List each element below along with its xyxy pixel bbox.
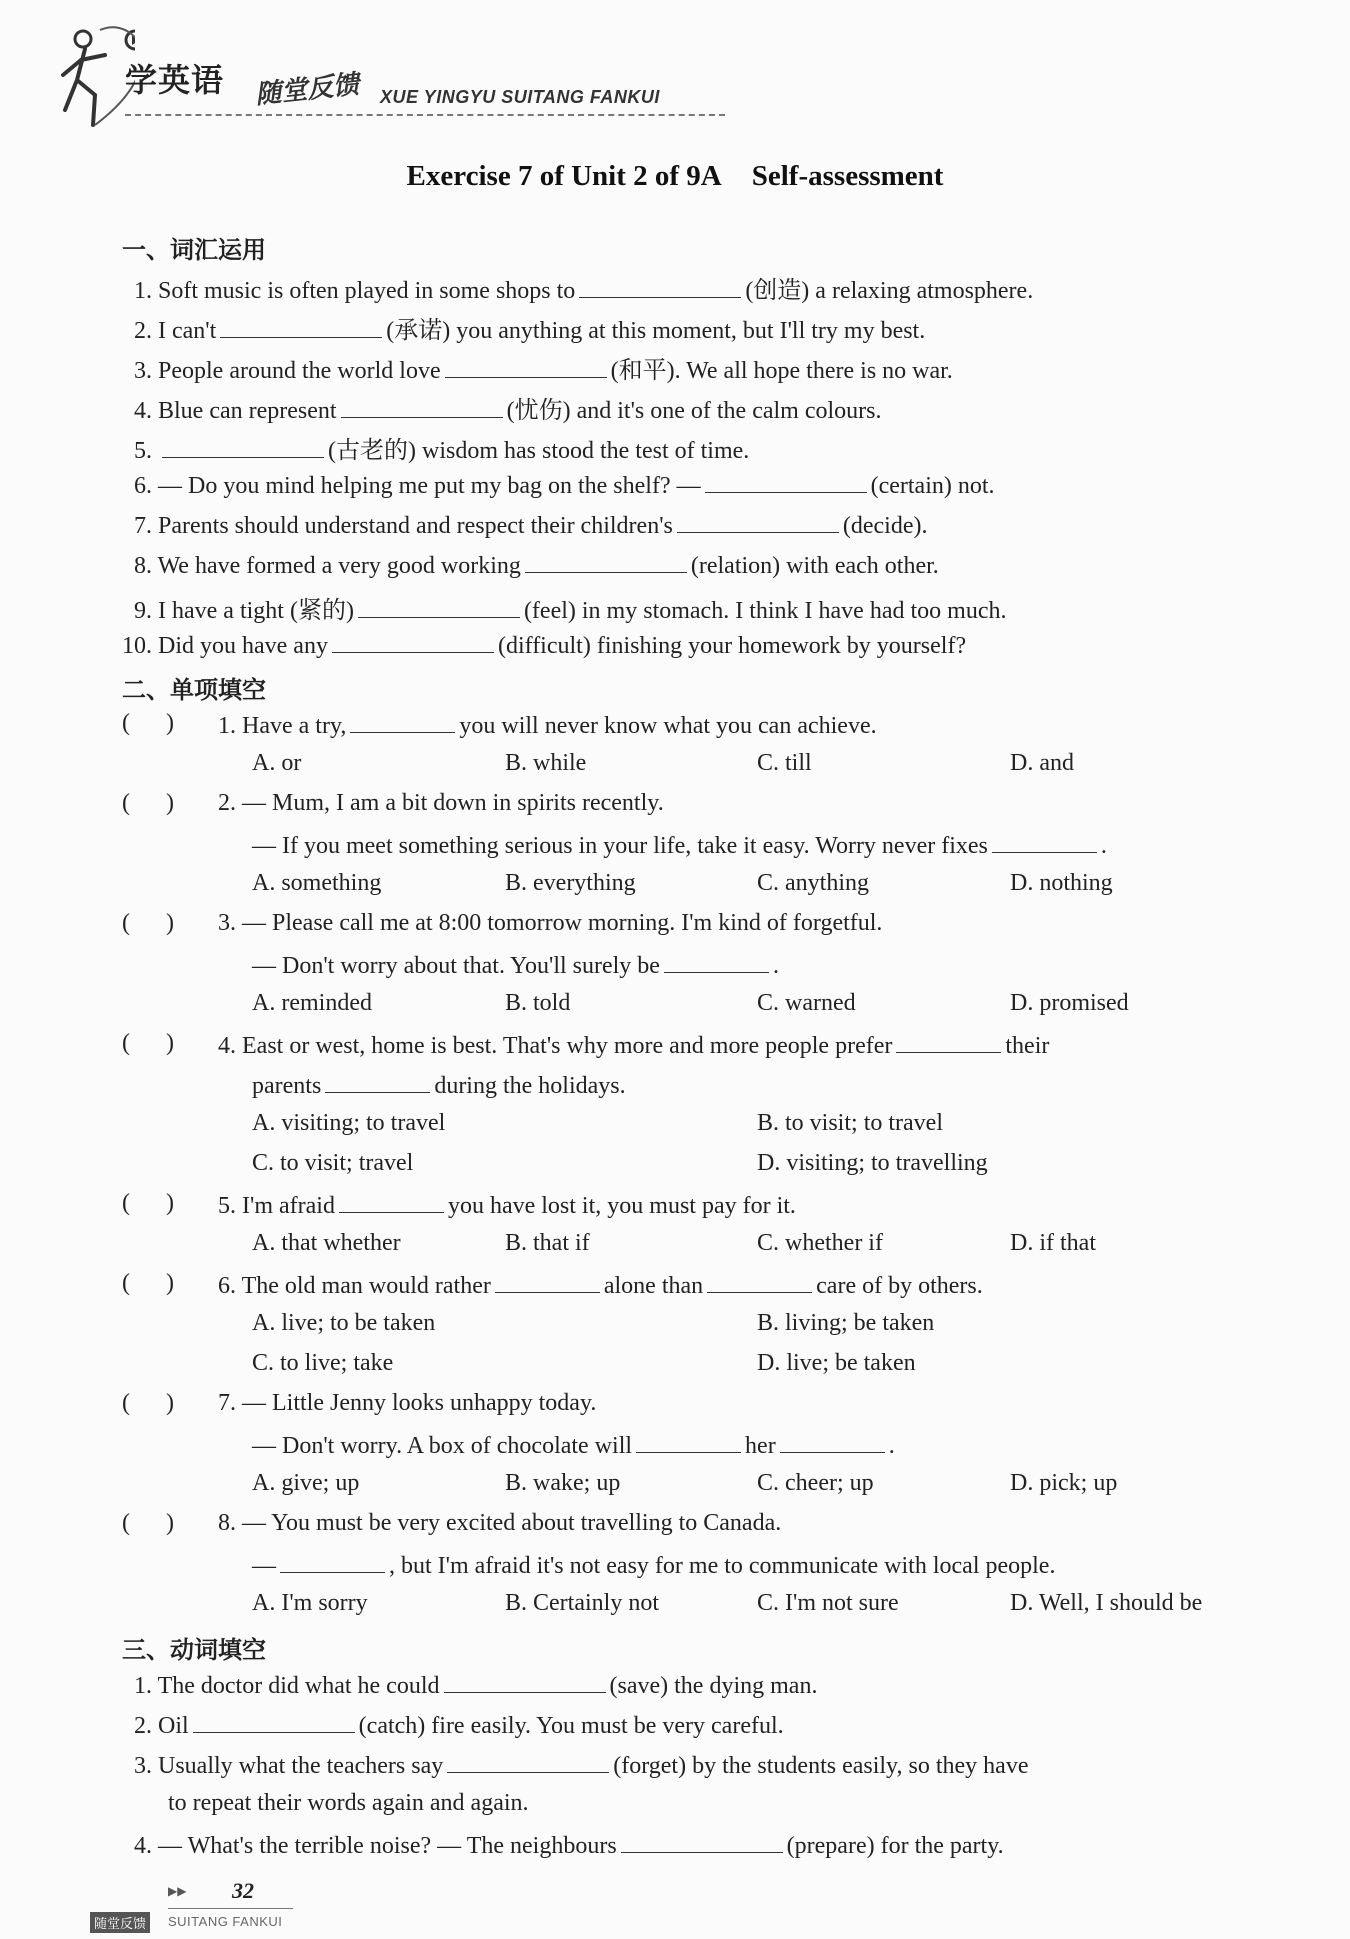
- option-c[interactable]: C. anything: [757, 870, 869, 896]
- option-d[interactable]: D. and: [1010, 750, 1074, 776]
- answer-blank[interactable]: [341, 395, 503, 418]
- answer-blank[interactable]: [162, 435, 324, 458]
- option-d[interactable]: D. promised: [1010, 990, 1129, 1016]
- option-b[interactable]: B. everything: [505, 870, 636, 896]
- answer-blank[interactable]: [332, 630, 494, 653]
- answer-blank[interactable]: [992, 830, 1097, 853]
- answer-blank[interactable]: [780, 1430, 885, 1453]
- answer-blank[interactable]: [445, 355, 607, 378]
- title-sub: Self-assessment: [751, 160, 944, 192]
- answer-blank[interactable]: [193, 1710, 355, 1733]
- vocab-item: 9. I have a tight (紧的) (feel) in my stomach. I think I have had too much.: [134, 590, 1006, 625]
- answer-blank[interactable]: [621, 1830, 783, 1853]
- vocab-item: 5. (古老的) wisdom has stood the test of time.: [134, 430, 749, 465]
- option-a[interactable]: A. something: [252, 870, 382, 896]
- option-a[interactable]: A. or: [252, 750, 302, 776]
- option-c[interactable]: C. cheer; up: [757, 1470, 874, 1496]
- answer-blank[interactable]: [325, 1070, 430, 1093]
- section-verbs-heading: 三、动词填空: [122, 1636, 266, 1664]
- option-b[interactable]: B. living; be taken: [757, 1310, 935, 1336]
- answer-blank[interactable]: [896, 1030, 1001, 1053]
- answer-blank[interactable]: [664, 950, 769, 973]
- section-vocab-heading: 一、词汇运用: [122, 236, 266, 264]
- vocab-item: 8. We have formed a very good working (relation) with each other.: [134, 550, 939, 580]
- header: [55, 25, 695, 135]
- option-a[interactable]: A. reminded: [252, 990, 372, 1016]
- option-a[interactable]: A. I'm sorry: [252, 1590, 368, 1616]
- option-b[interactable]: B. that if: [505, 1230, 590, 1256]
- option-a[interactable]: A. that whether: [252, 1230, 401, 1256]
- header-title: 学英语: [125, 61, 225, 99]
- footer-divider: [168, 1908, 293, 1909]
- option-c[interactable]: C. to visit; travel: [252, 1150, 414, 1176]
- header-divider: [125, 114, 725, 116]
- footer-pinyin: SUITANG FANKUI: [168, 1914, 283, 1929]
- answer-blank[interactable]: [220, 315, 382, 338]
- option-d[interactable]: D. Well, I should be: [1010, 1590, 1203, 1616]
- runner-logo-icon: [55, 25, 135, 130]
- option-b[interactable]: B. to visit; to travel: [757, 1110, 943, 1136]
- option-a[interactable]: A. visiting; to travel: [252, 1110, 446, 1136]
- answer-blank[interactable]: [350, 710, 455, 733]
- verb-item-continued: to repeat their words again and again.: [168, 1790, 529, 1816]
- vocab-item: 6. — Do you mind helping me put my bag on the shelf? — (certain) not.: [134, 470, 995, 500]
- choice-question: 7. — Little Jenny looks unhappy today.: [218, 1390, 597, 1416]
- answer-paren[interactable]: ( ): [122, 1270, 174, 1296]
- choice-question-line: parents during the holidays.: [252, 1070, 626, 1100]
- page-number: 32: [232, 1878, 254, 1903]
- vocab-item: 3. People around the world love (和平). We all hope there is no war.: [134, 350, 953, 385]
- choice-question: 2. — Mum, I am a bit down in spirits recently.: [218, 790, 664, 816]
- verb-item: 3. Usually what the teachers say (forget) by the students easily, so they have: [134, 1750, 1028, 1780]
- choice-question-line: — , but I'm afraid it's not easy for me to communicate with local people.: [252, 1550, 1055, 1580]
- option-a[interactable]: A. give; up: [252, 1470, 360, 1496]
- choice-question: 3. — Please call me at 8:00 tomorrow morning. I'm kind of forgetful.: [218, 910, 883, 936]
- option-d[interactable]: D. nothing: [1010, 870, 1113, 896]
- page-arrow-icon: ▶▶: [168, 1884, 187, 1898]
- verb-item: 1. The doctor did what he could (save) the dying man.: [134, 1670, 817, 1700]
- answer-blank[interactable]: [525, 550, 687, 573]
- option-b[interactable]: B. Certainly not: [505, 1590, 659, 1616]
- answer-blank[interactable]: [444, 1670, 606, 1693]
- answer-paren[interactable]: ( ): [122, 1030, 174, 1056]
- option-d[interactable]: D. live; be taken: [757, 1350, 916, 1376]
- option-d[interactable]: D. visiting; to travelling: [757, 1150, 988, 1176]
- vocab-item: 1. Soft music is often played in some shops to (创造) a relaxing atmosphere.: [134, 270, 1033, 305]
- verb-item: 2. Oil (catch) fire easily. You must be very careful.: [134, 1710, 784, 1740]
- answer-blank[interactable]: [358, 595, 520, 618]
- option-d[interactable]: D. if that: [1010, 1230, 1096, 1256]
- answer-paren[interactable]: ( ): [122, 1510, 174, 1536]
- choice-question: 6. The old man would rather alone than care of by others.: [218, 1270, 983, 1300]
- choice-question: 8. — You must be very excited about travelling to Canada.: [218, 1510, 782, 1536]
- answer-blank[interactable]: [636, 1430, 741, 1453]
- choice-question-line: — Don't worry about that. You'll surely be .: [252, 950, 779, 980]
- choice-question: 4. East or west, home is best. That's why more and more people prefer their: [218, 1030, 1049, 1060]
- answer-blank[interactable]: [280, 1550, 385, 1573]
- vocab-item: 10. Did you have any (difficult) finishing your homework by yourself?: [122, 630, 966, 660]
- vocab-item: 7. Parents should understand and respect their children's (decide).: [134, 510, 927, 540]
- vocab-item: 2. I can't (承诺) you anything at this moment, but I'll try my best.: [134, 310, 925, 345]
- choice-question-line: — If you meet something serious in your life, take it easy. Worry never fixes .: [252, 830, 1107, 860]
- verb-item: 4. — What's the terrible noise? — The neighbours (prepare) for the party.: [134, 1830, 1004, 1860]
- choice-question: 5. I'm afraid you have lost it, you must pay for it.: [218, 1190, 796, 1220]
- header-pinyin: XUE YINGYU SUITANG FANKUI: [380, 87, 660, 107]
- section-choice-heading: 二、单项填空: [122, 676, 266, 704]
- title-main: Exercise 7 of Unit 2 of 9A: [406, 160, 722, 192]
- option-c[interactable]: C. warned: [757, 990, 856, 1016]
- answer-paren[interactable]: ( ): [122, 790, 174, 816]
- option-c[interactable]: C. whether if: [757, 1230, 883, 1256]
- choice-question: 1. Have a try, you will never know what you can achieve.: [218, 710, 877, 740]
- answer-blank[interactable]: [339, 1190, 444, 1213]
- option-b[interactable]: B. told: [505, 990, 571, 1016]
- choice-question-line: — Don't worry. A box of chocolate will her .: [252, 1430, 895, 1460]
- answer-blank[interactable]: [579, 275, 741, 298]
- vocab-item: 4. Blue can represent (忧伤) and it's one of the calm colours.: [134, 390, 882, 425]
- option-c[interactable]: C. I'm not sure: [757, 1590, 899, 1616]
- answer-blank[interactable]: [447, 1750, 609, 1773]
- answer-blank[interactable]: [705, 470, 867, 493]
- option-d[interactable]: D. pick; up: [1010, 1470, 1118, 1496]
- answer-blank[interactable]: [495, 1270, 600, 1293]
- option-c[interactable]: C. to live; take: [252, 1350, 394, 1376]
- option-b[interactable]: B. wake; up: [505, 1470, 621, 1496]
- answer-blank[interactable]: [707, 1270, 812, 1293]
- answer-paren[interactable]: ( ): [122, 910, 174, 936]
- option-a[interactable]: A. live; to be taken: [252, 1310, 436, 1336]
- footer-badge: 随堂反馈: [90, 1912, 150, 1933]
- option-c[interactable]: C. till: [757, 750, 812, 776]
- answer-paren[interactable]: ( ): [122, 1190, 174, 1216]
- option-b[interactable]: B. while: [505, 750, 587, 776]
- answer-paren[interactable]: ( ): [122, 1390, 174, 1416]
- page-title: [0, 160, 1350, 193]
- answer-blank[interactable]: [677, 510, 839, 533]
- header-subtitle: 随堂反馈: [253, 69, 361, 111]
- answer-paren[interactable]: ( ): [122, 710, 174, 736]
